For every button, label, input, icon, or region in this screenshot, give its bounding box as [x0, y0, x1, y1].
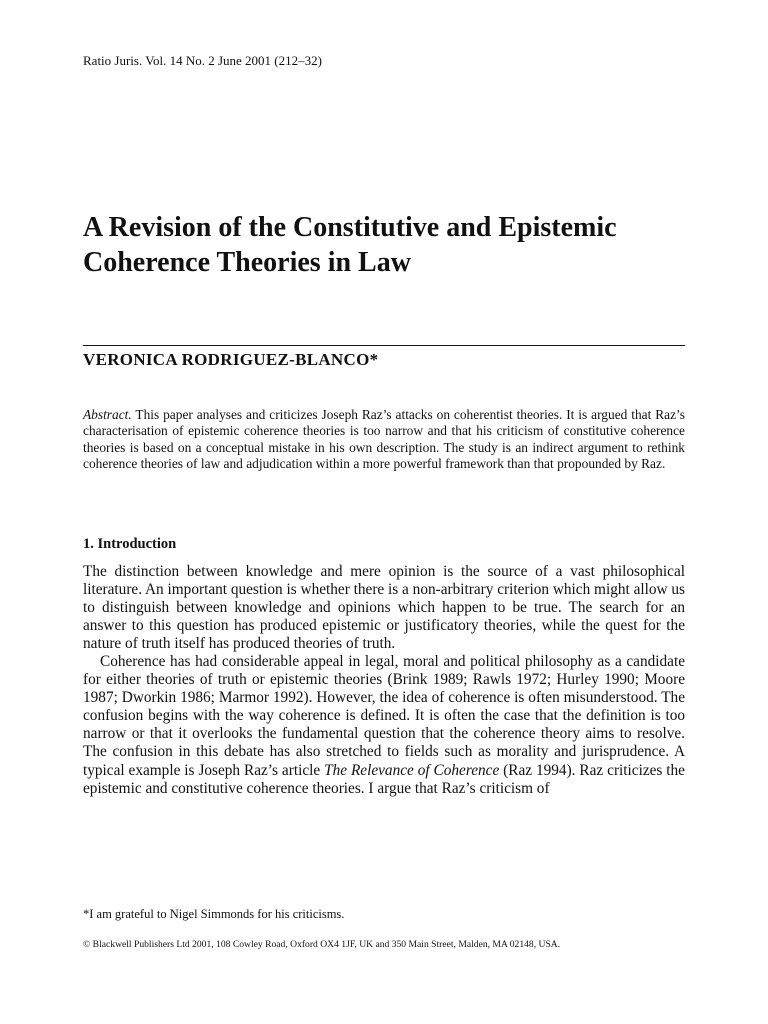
abstract [83, 407, 685, 473]
body-text [83, 563, 685, 798]
title-divider [83, 345, 685, 346]
journal-citation: Ratio Juris. Vol. 14 No. 2 June 2001 (212–32) [83, 53, 322, 68]
section-heading: 1. Introduction [83, 536, 177, 552]
abstract-text: This paper analyses and criticizes Joseph Raz’s attacks on coherentist theories. It is argued that Raz’s characterisation of epistemic coherence theories is too narrow and that his criticism of constitutive coherence theories is based on a conceptual mistake in his own description. The study is an indirect argument to rethink coherence theories of law and adjudication within a more powerful framework than that propounded by Raz. [83, 407, 685, 472]
paragraph [83, 653, 685, 797]
cited-article-title: The Relevance of Coherence [324, 761, 500, 779]
paragraph: The distinction between knowledge and mere opinion is the source of a vast philosophical literature. An important question is whether there is a non-arbitrary criterion which might allow us to distinguish between knowledge and opinions which happen to be true. The search for an answer to this question has produced epistemic or justificatory theories, while the quest for the nature of truth itself has produced theories of truth. [83, 563, 685, 653]
article-title: A Revision of the Constitutive and Epistemic Coherence Theories in Law [83, 212, 617, 278]
footnote: *I am grateful to Nigel Simmonds for his criticisms. [83, 907, 345, 921]
paragraph-text: Coherence has had considerable appeal in legal, moral and political philosophy as a candidate for either theories of truth or epistemic theories (Brink 1989; Rawls 1972; Hurley 1990; Moore 1987; Dworkin 1986; Marmor 1992). However, the idea of coherence is often misunderstood. The confusion begins with the way coherence is defined. It is often the case that the definition is too narrow or that it overlooks the fundamental question that the coherence theory aims to resolve. The confusion in this debate has also stretched to fields such as morality and jurisprudence. A typical example is Joseph Raz’s article [83, 653, 685, 779]
copyright-notice: © Blackwell Publishers Ltd 2001, 108 Cowley Road, Oxford OX4 1JF, UK and 350 Main Street, Malden, MA 02148, USA. [83, 939, 561, 950]
paragraph-text: (Raz 1994). Raz criticizes the epistemic and constitutive coherence theories. I argue that Raz’s criticism of [83, 761, 685, 797]
author-name: VERONICA RODRIGUEZ-BLANCO* [83, 350, 379, 369]
abstract-label: Abstract. [83, 407, 132, 422]
